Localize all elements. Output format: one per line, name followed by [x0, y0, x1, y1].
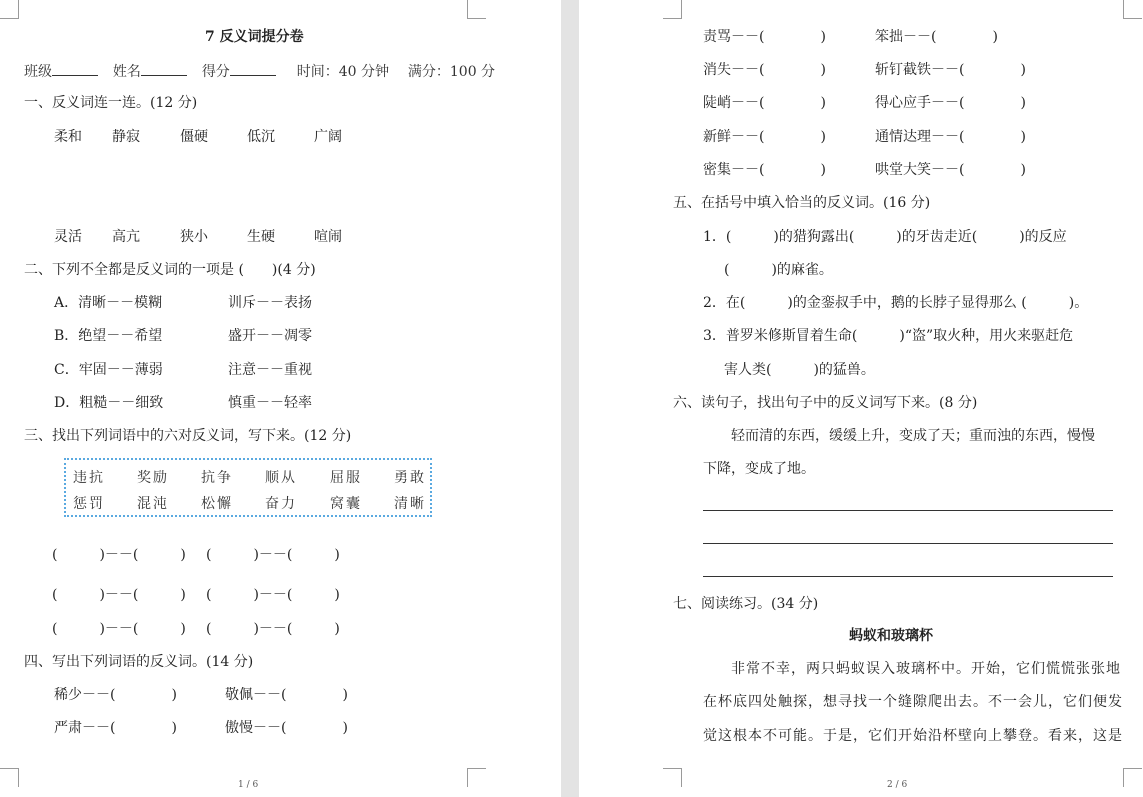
answer-line[interactable] [703, 576, 1113, 577]
score-label: 得分 [201, 64, 230, 80]
q1-top-word: 柔和 [54, 129, 82, 145]
q4-item[interactable]: 哄堂大笑－－( ) [875, 162, 1026, 178]
word-bank-word: 奖励 [137, 470, 169, 486]
time-text: 时间：40 分钟 [296, 64, 389, 80]
info-row [24, 61, 495, 81]
q5-heading: 五、在括号中填入恰当的反义词。(16 分) [673, 195, 931, 211]
q1-top-word: 静寂 [112, 129, 140, 145]
crop-mark [663, 768, 682, 787]
q2-heading: 二、下列不全都是反义词的一项是 ( )(4 分) [24, 262, 316, 278]
q3-answer-pair[interactable]: ( )－－( ) [52, 547, 186, 563]
q3-answer-pair[interactable]: ( )－－( ) [206, 587, 340, 603]
crop-mark [1123, 768, 1142, 787]
page-2 [579, 0, 1143, 797]
q3-answer-pair[interactable]: ( )－－( ) [206, 547, 340, 563]
q5-line[interactable]: 3．普罗米修斯冒着生命( )“盗”取火种，用火来驱赶危 [703, 328, 1074, 344]
q1-top-word: 低沉 [247, 129, 275, 145]
q4-item[interactable]: 敬佩－－( ) [225, 687, 348, 703]
q4-item[interactable]: 陡峭－－( ) [703, 95, 826, 111]
q2-option-d-second: 慎重－－轻率 [228, 395, 312, 411]
page-number: 2 / 6 [887, 780, 908, 790]
word-bank-word: 奋力 [265, 496, 297, 512]
score-blank[interactable] [230, 61, 276, 76]
q3-answer-pair[interactable]: ( )－－( ) [52, 587, 186, 603]
word-bank-word: 清晰 [394, 496, 426, 512]
name-blank[interactable] [141, 61, 187, 76]
full-score-text: 满分：100 分 [407, 64, 496, 80]
word-bank-word: 混沌 [137, 496, 169, 512]
q1-bottom-word: 生硬 [247, 229, 275, 245]
word-bank-word: 窝囊 [330, 496, 362, 512]
name-label: 姓名 [112, 64, 141, 80]
crop-mark [467, 768, 486, 787]
page-number: 1 / 6 [238, 780, 259, 790]
answer-line[interactable] [703, 543, 1113, 544]
q3-answer-pair[interactable]: ( )－－( ) [206, 621, 340, 637]
q5-line[interactable]: 害人类( )的猛兽。 [724, 362, 875, 378]
word-bank-word: 抗争 [201, 470, 233, 486]
word-bank-box [64, 458, 432, 517]
q2-option-c-second: 注意－－重视 [228, 362, 312, 378]
q4-item[interactable]: 傲慢－－( ) [225, 720, 348, 736]
page-title: 7 反义词提分卷 [205, 29, 304, 45]
q6-sentence: 轻而清的东西，缓缓上升，变成了天；重而浊的东西，慢慢 [731, 428, 1095, 444]
answer-line[interactable] [703, 510, 1113, 511]
q3-answer-pair[interactable]: ( )－－( ) [52, 621, 186, 637]
q6-sentence: 下降，变成了地。 [703, 461, 815, 477]
story-paragraph-line: 觉这根本不可能。于是，它们开始沿杯壁向上攀登。看来，这是 [703, 728, 1123, 744]
q4-item[interactable]: 新鲜－－( ) [703, 129, 826, 145]
crop-mark [0, 768, 19, 787]
q2-option-a: A．清晰－－模糊 [54, 295, 163, 311]
crop-mark [0, 0, 19, 19]
q1-bottom-word: 高亢 [112, 229, 140, 245]
q1-bottom-word: 狭小 [180, 229, 208, 245]
class-blank[interactable] [52, 61, 98, 76]
q4-item[interactable]: 稀少－－( ) [54, 687, 177, 703]
word-bank-word: 屈服 [330, 470, 362, 486]
q4-item[interactable]: 密集－－( ) [703, 162, 826, 178]
q1-top-word: 僵硬 [180, 129, 208, 145]
story-title: 蚂蚁和玻璃杯 [849, 628, 933, 644]
q4-item[interactable]: 得心应手－－( ) [875, 95, 1026, 111]
q1-heading: 一、反义词连一连。(12 分) [24, 95, 198, 111]
page-1 [0, 0, 561, 797]
q1-bottom-word: 灵活 [54, 229, 82, 245]
q2-option-c: C．牢固－－薄弱 [54, 362, 163, 378]
word-bank-word: 惩罚 [73, 496, 105, 512]
q4-item[interactable]: 严肃－－( ) [54, 720, 177, 736]
q2-option-b-second: 盛开－－凋零 [228, 328, 312, 344]
q4-item[interactable]: 笨拙－－( ) [875, 29, 998, 45]
story-paragraph-line: 在杯底四处触探，想寻找一个缝隙爬出去。不一会儿，它们便发 [703, 694, 1123, 710]
q2-option-b: B．绝望－－希望 [54, 328, 163, 344]
word-bank-word: 顺从 [265, 470, 297, 486]
q5-line[interactable]: 1．( )的猎狗露出( )的牙齿走近( )的反应 [703, 229, 1067, 245]
q4-item[interactable]: 消失－－( ) [703, 62, 826, 78]
crop-mark [663, 0, 682, 19]
q1-top-word: 广阔 [314, 129, 342, 145]
q5-line[interactable]: 2．在( )的金銮叔手中，鹅的长脖子显得那么 ( )。 [703, 295, 1089, 311]
q5-line[interactable]: ( )的麻雀。 [724, 262, 833, 278]
class-label: 班级 [24, 64, 52, 80]
q4-item[interactable]: 斩钉截铁－－( ) [875, 62, 1026, 78]
q4-item[interactable]: 通情达理－－( ) [875, 129, 1026, 145]
word-bank-word: 违抗 [73, 470, 105, 486]
q4-heading: 四、写出下列词语的反义词。(14 分) [24, 654, 254, 670]
word-bank-word: 松懈 [201, 496, 233, 512]
q4-item[interactable]: 责骂－－( ) [703, 29, 826, 45]
q7-heading: 七、阅读练习。(34 分) [673, 596, 819, 612]
q6-heading: 六、读句子，找出句子中的反义词写下来。(8 分) [673, 395, 978, 411]
crop-mark [1123, 0, 1142, 19]
crop-mark [467, 0, 486, 19]
q2-option-d: D．粗糙－－细致 [54, 395, 164, 411]
q3-heading: 三、找出下列词语中的六对反义词，写下来。(12 分) [24, 428, 352, 444]
q2-option-a-second: 训斥－－表扬 [228, 295, 312, 311]
story-paragraph-line: 非常不幸，两只蚂蚁误入玻璃杯中。开始，它们慌慌张张地 [731, 661, 1121, 677]
word-bank-word: 勇敢 [394, 470, 426, 486]
q1-bottom-word: 喧闹 [314, 229, 342, 245]
